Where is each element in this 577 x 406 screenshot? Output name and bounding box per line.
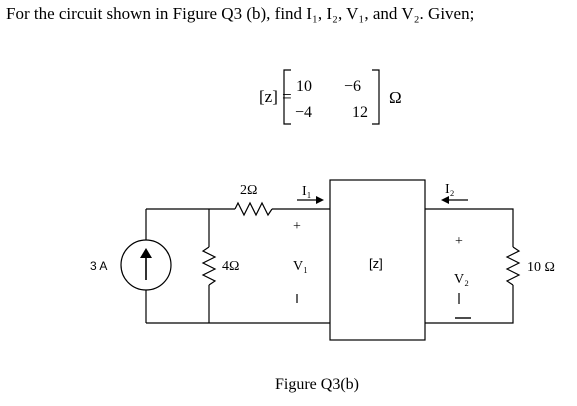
v1-plus: + xyxy=(293,219,301,234)
matrix-lhs: [z] = xyxy=(259,87,292,106)
r-shunt-label: 4Ω xyxy=(222,259,240,274)
matrix-unit: Ω xyxy=(389,88,402,107)
resistor-2ohm xyxy=(235,203,272,215)
matrix-r1c1: 10 xyxy=(296,78,312,95)
source-label: 3 A xyxy=(90,259,108,273)
question-text: For the circuit shown in Figure Q3 (b), find I₁, I₂, V₁, and V₂. Given; xyxy=(6,4,475,23)
i1-label: I₁ xyxy=(302,184,312,199)
matrix-r1c2: −6 xyxy=(344,78,362,95)
resistor-4ohm xyxy=(203,247,215,285)
matrix-r2c2: 12 xyxy=(352,104,368,121)
r-load-label: 10 Ω xyxy=(527,260,555,275)
matrix-right-bracket xyxy=(372,70,379,124)
left-arrow-icon xyxy=(441,196,449,204)
v2-label: V₂ xyxy=(454,272,469,287)
figure-caption: Figure Q3(b) xyxy=(275,376,359,393)
top-right-wire xyxy=(425,209,513,247)
resistor-10ohm xyxy=(507,247,519,285)
r-series-label: 2Ω xyxy=(240,183,258,198)
matrix-r2c1: −4 xyxy=(295,104,313,121)
v2-plus: + xyxy=(455,234,463,249)
right-arrow-icon xyxy=(316,196,324,204)
i2-label: I₂ xyxy=(445,182,455,197)
two-port-label: [z] xyxy=(369,256,383,271)
v1-label: V₁ xyxy=(293,259,308,274)
